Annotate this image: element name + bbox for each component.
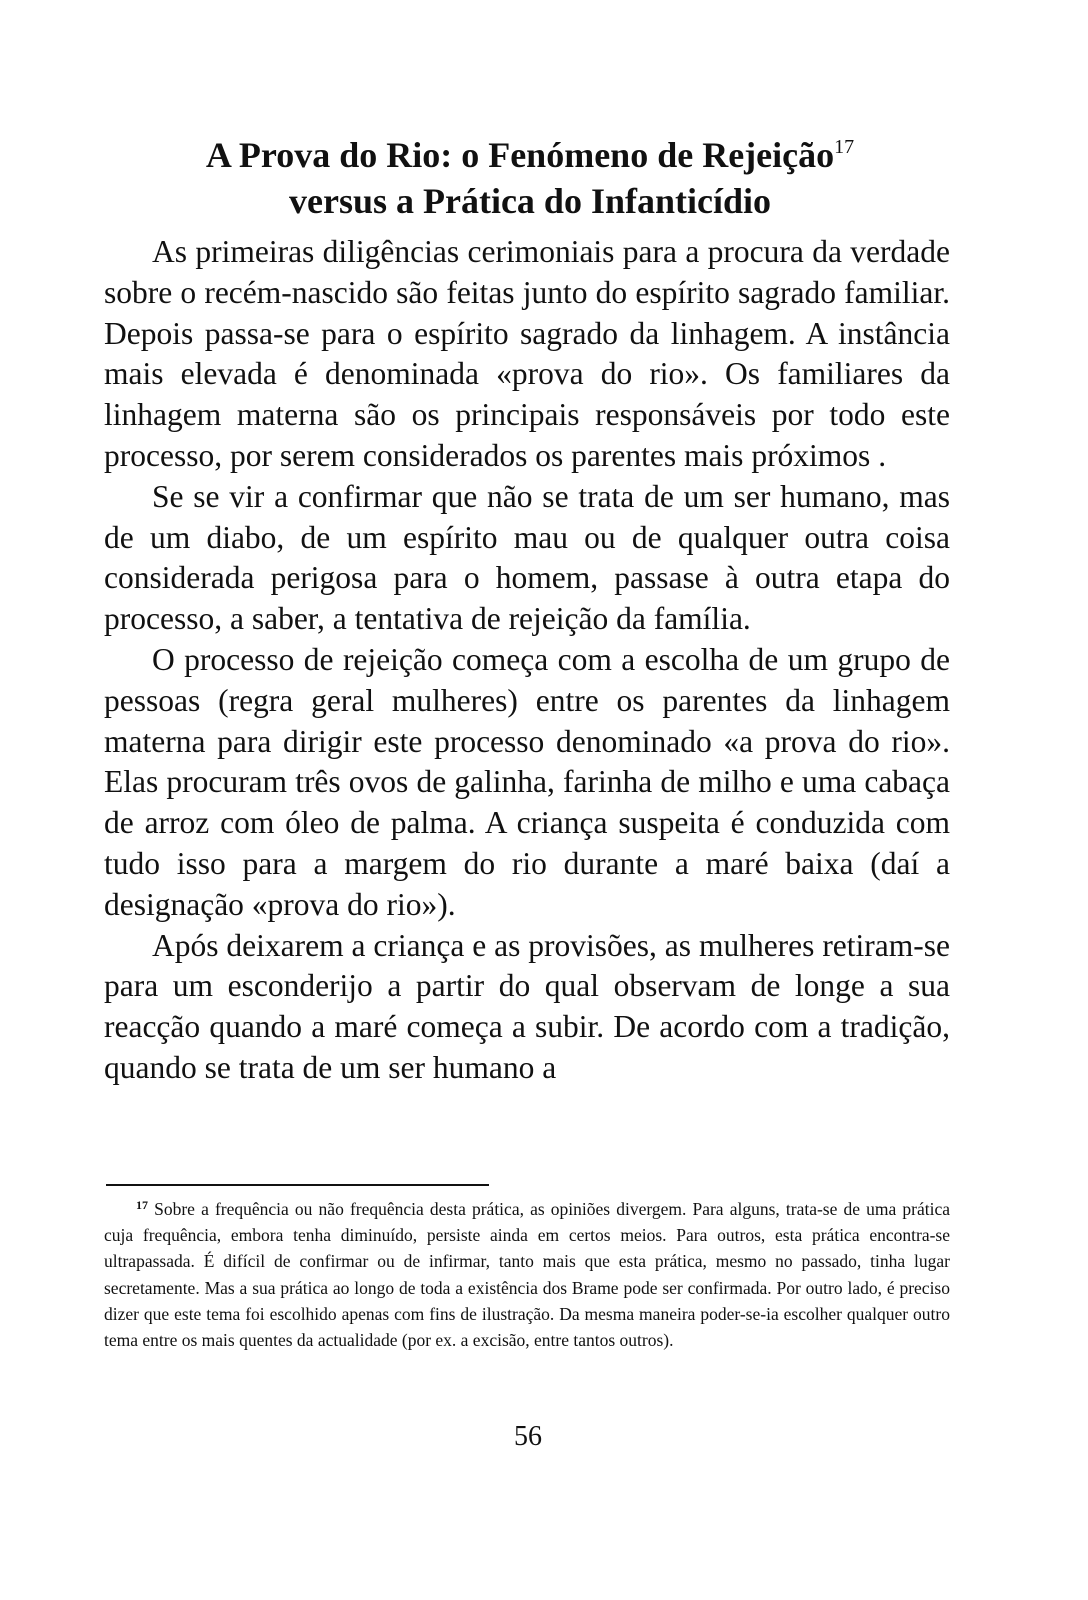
footnote bbox=[104, 1196, 950, 1353]
title-line-1: A Prova do Rio: o Fenómeno de Rejeição bbox=[205, 135, 835, 176]
footnote-text: Sobre a frequência ou não frequência desta prática, as opiniões divergem. Para alguns, trata-se de uma prática cuja frequência, embora tenha diminuído, persiste ainda em certos meios. Para outros, esta prática encontra-se ultrapassada. É difícil de confirmar ou de infirmar, tanto mais que esta prática, mesmo no passado, tinha lugar secretamente. Mas a sua prática ao longo de toda a existência dos Brame pode ser confirmada. Por outro lado, é preciso dizer que este tema foi escolhido apenas com fins de ilustração. Da mesma maneira poder-se-ia escolher qualquer outro tema entre os mais quentes da actualidade (por ex. a excisão, entre tantos outros). bbox=[104, 1199, 950, 1351]
title-line-2: versus a Prática do Infanticídio bbox=[289, 181, 771, 222]
footnote-separator bbox=[106, 1184, 489, 1186]
paragraph-3: O processo de rejeição começa com a escolha de um grupo de pessoas (regra geral mulheres) entre os parentes da linhagem materna para dirigir este processo denominado «a prova do rio». Elas procuram três ovos de galinha, farinha de milho e uma cabaça de arroz com óleo de palma. A criança suspeita é conduzida com tudo isso para a margem do rio durante a maré baixa (daí a designação «prova do rio»). bbox=[104, 641, 950, 922]
paragraph-1: As primeiras diligências cerimoniais para a procura da verdade sobre o recém-nascido são feitas junto do espírito sagrado familiar. Depois passa-se para o espírito sagrado da linhagem. A instância mais elevada é denominada «prova do rio». Os familiares da linhagem materna são os principais responsáveis por todo este processo, por serem considerados os parentes mais próximos . bbox=[104, 234, 950, 473]
paragraph-4: Após deixarem a criança e as provisões, as mulheres retiram-se para um esconderijo a partir do qual observam de longe a sua reacção quando a maré começa a subir. De acordo com a tradição, quando se trata de um ser humano a bbox=[104, 927, 950, 1085]
body-text bbox=[104, 232, 950, 1089]
title-footnote-ref: 17 bbox=[834, 136, 855, 159]
footnote-number: 17 bbox=[136, 1198, 148, 1212]
paragraph-2: Se se vir a confirmar que não se trata de um ser humano, mas de um diabo, de um espírito mau ou de qualquer outra coisa considerada perigosa para o homem, passase à outra etapa do processo, a saber, a tentativa de rejeição da família. bbox=[104, 478, 950, 637]
page-number: 56 bbox=[514, 1421, 542, 1452]
section-title bbox=[100, 132, 960, 224]
